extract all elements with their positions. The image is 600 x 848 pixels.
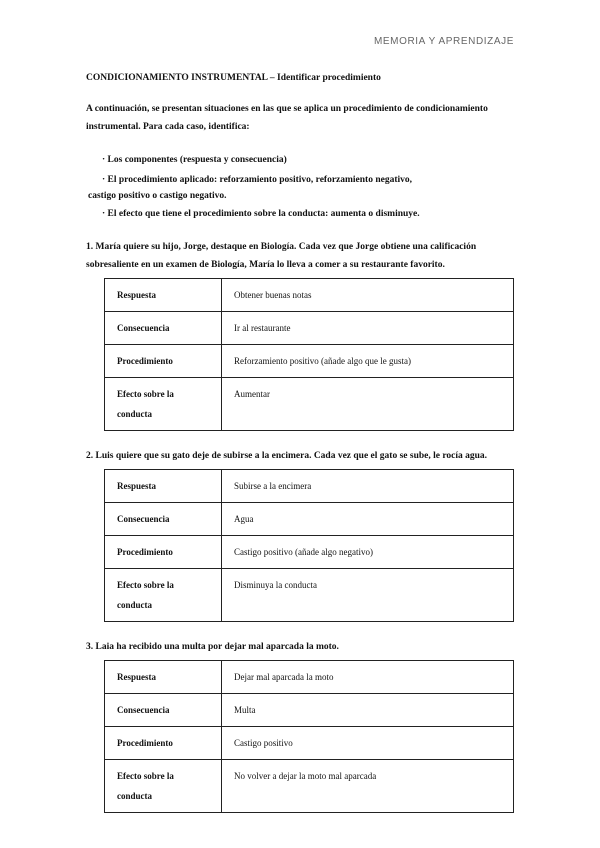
table-row xyxy=(105,470,514,503)
row-label: Consecuencia xyxy=(105,503,222,536)
row-label: Efecto sobre la conducta xyxy=(105,760,222,813)
table-row xyxy=(105,378,514,431)
row-label: Consecuencia xyxy=(105,312,222,345)
exercise-question-3: 3. Laia ha recibido una multa por dejar mal aparcada la moto. xyxy=(86,642,339,652)
instructions-list xyxy=(88,150,516,224)
row-label: Procedimiento xyxy=(105,727,222,760)
table-row xyxy=(105,345,514,378)
row-value: Dejar mal aparcada la moto xyxy=(222,661,514,694)
row-label: Respuesta xyxy=(105,279,222,312)
row-label: Efecto sobre la conducta xyxy=(105,378,222,431)
table-row xyxy=(105,569,514,622)
row-value: Castigo positivo (añade algo negativo) xyxy=(222,536,514,569)
running-header: MEMORIA Y APRENDIZAJE xyxy=(373,36,514,47)
row-label: Consecuencia xyxy=(105,694,222,727)
instruction-item-continuation: castigo positivo o castigo negativo. xyxy=(88,191,227,201)
row-label: Efecto sobre la conducta xyxy=(105,569,222,622)
table-row xyxy=(105,312,514,345)
table-row xyxy=(105,661,514,694)
row-label: Procedimiento xyxy=(105,345,222,378)
row-label: Procedimiento xyxy=(105,536,222,569)
row-value: Multa xyxy=(222,694,514,727)
instruction-item: · El procedimiento aplicado: reforzamiento positivo, reforzamiento negativo, xyxy=(102,175,413,185)
exercise-table-2 xyxy=(104,469,514,622)
table-row xyxy=(105,760,514,813)
row-value: Reforzamiento positivo (añade algo que le gusta) xyxy=(222,345,514,378)
document-title: CONDICIONAMIENTO INSTRUMENTAL – Identificar procedimiento xyxy=(86,73,381,83)
row-value: Castigo positivo xyxy=(222,727,514,760)
row-value: Aumentar xyxy=(222,378,514,431)
table-row xyxy=(105,279,514,312)
row-value: Disminuya la conducta xyxy=(222,569,514,622)
row-value: No volver a dejar la moto mal aparcada xyxy=(222,760,514,813)
instruction-item: · Los componentes (respuesta y consecuencia) xyxy=(102,155,287,165)
table-row xyxy=(105,727,514,760)
row-label: Respuesta xyxy=(105,470,222,503)
table-row xyxy=(105,694,514,727)
exercise-question-2: 2. Luis quiere que su gato deje de subirse a la encimera. Cada vez que el gato se sube, le rocía agua. xyxy=(86,451,488,461)
document-body xyxy=(86,72,516,813)
row-value: Obtener buenas notas xyxy=(222,279,514,312)
instruction-item: · El efecto que tiene el procedimiento sobre la conducta: aumenta o disminuye. xyxy=(102,209,420,219)
row-label: Respuesta xyxy=(105,661,222,694)
exercise-question-1: 1. María quiere su hijo, Jorge, destaque en Biología. Cada vez que Jorge obtiene una calificación sobresaliente en un examen de Biología, María lo lleva a comer a su restaurante favorito. xyxy=(86,242,477,270)
row-value: Agua xyxy=(222,503,514,536)
table-row xyxy=(105,503,514,536)
intro-paragraph: A continuación, se presentan situaciones en las que se aplica un procedimiento de condicionamiento instrumental. Para cada caso, identifica: xyxy=(86,104,488,132)
row-value: Ir al restaurante xyxy=(222,312,514,345)
exercise-table-1 xyxy=(104,278,514,431)
exercise-table-3 xyxy=(104,660,514,813)
row-value: Subirse a la encimera xyxy=(222,470,514,503)
table-row xyxy=(105,536,514,569)
